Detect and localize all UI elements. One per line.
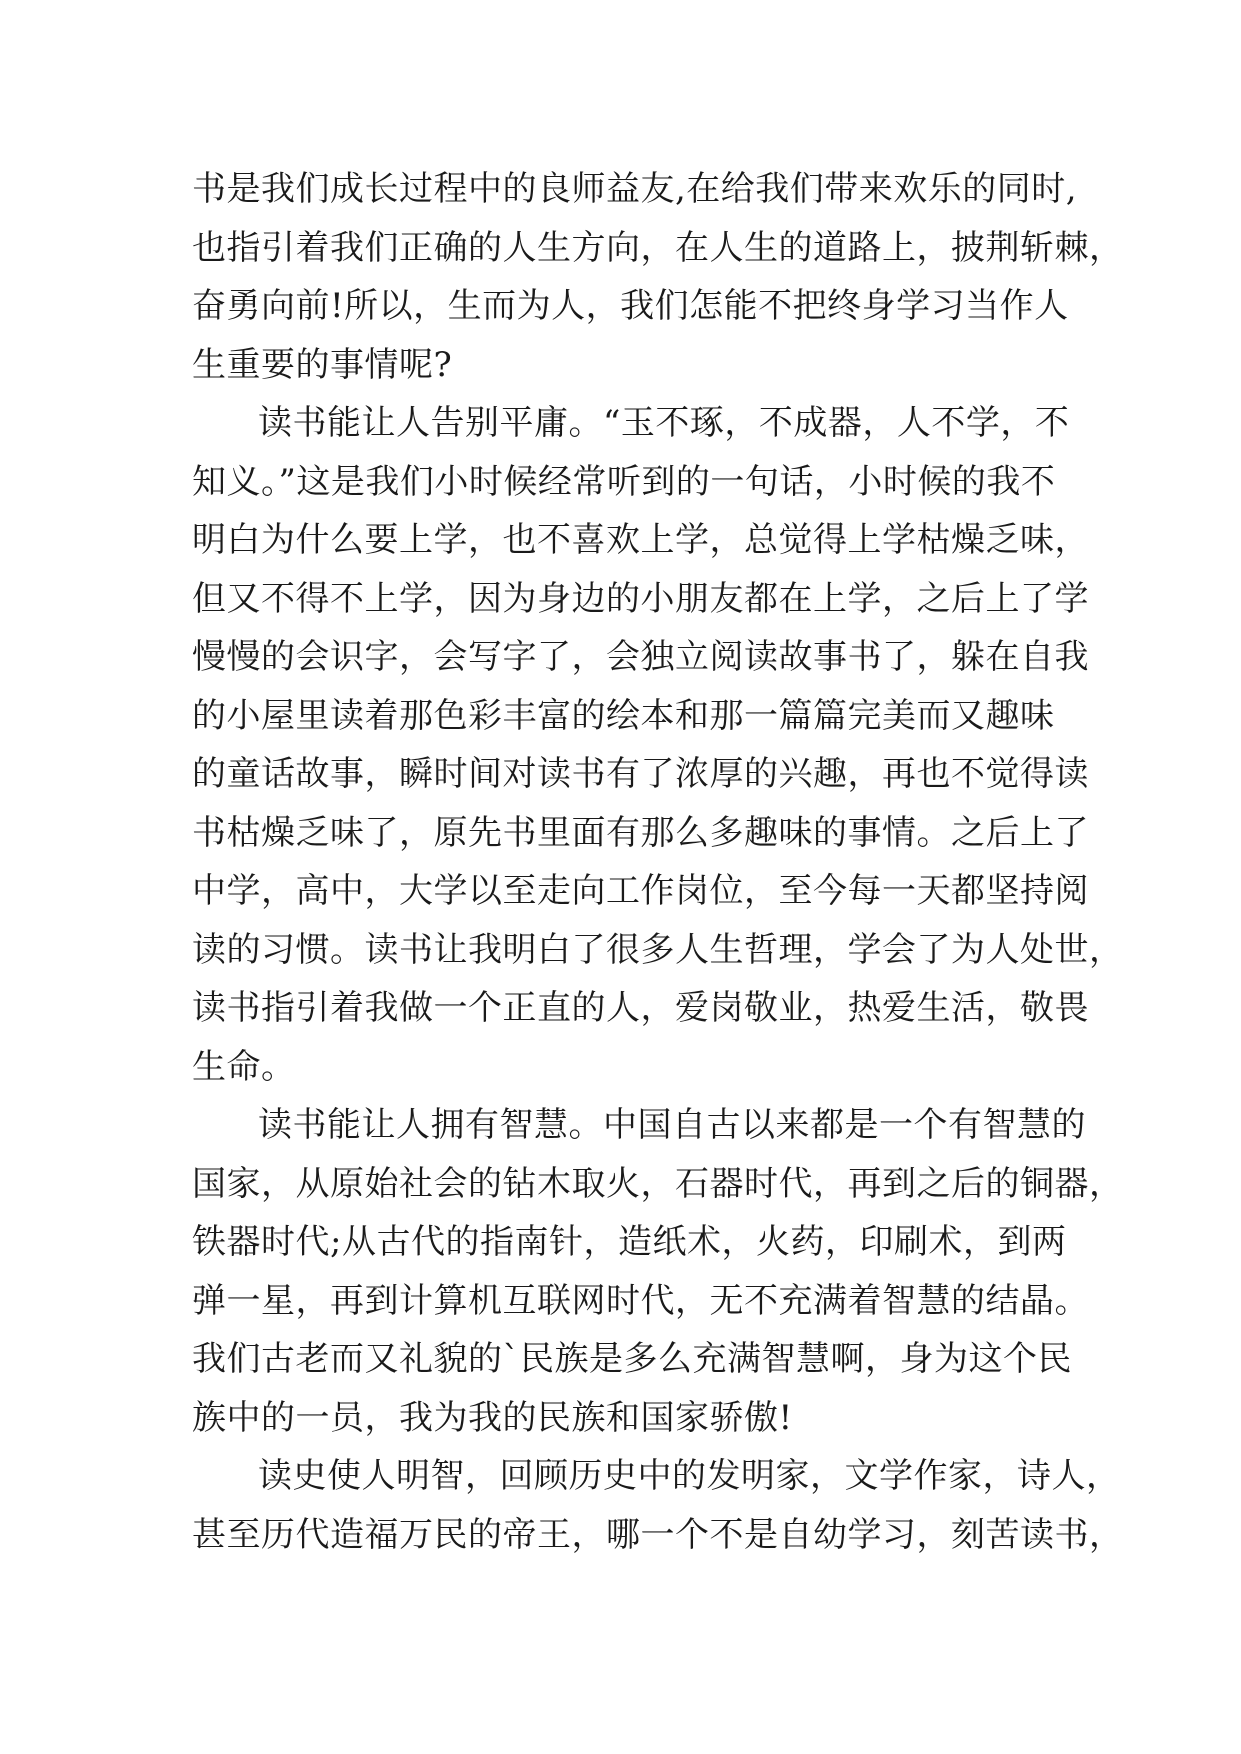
text-line: 读书指引着我做一个正直的人，爱岗敬业，热爱生活，敬畏 [192,988,1089,1028]
paragraph-first-line: 读书能让人告别平庸。“玉不琢，不成器，人不学，不 [258,403,1070,443]
text-line: 国家，从原始社会的钻木取火，石器时代，再到之后的铜器， [192,1163,1124,1204]
text-line: 明白为什么要上学，也不喜欢上学，总觉得上学枯燥乏味， [192,520,1089,560]
text-line: 慢慢的会识字，会写字了，会独立阅读故事书了，躲在自我 [192,637,1089,677]
text-line: 的童话故事，瞬时间对读书有了浓厚的兴趣，再也不觉得读 [192,754,1089,794]
text-line: 但又不得不上学，因为身边的小朋友都在上学，之后上了学 [192,578,1089,619]
text-line: 中学，高中，大学以至走向工作岗位，至今每一天都坚持阅 [192,871,1089,911]
text-line: 知义。”这是我们小时候经常听到的一句话，小时候的我不 [192,461,1056,502]
text-line: 生重要的事情呢? [192,344,453,385]
text-line: 奋勇向前!所以，生而为人，我们怎能不把终身学习当作人 [192,286,1069,326]
text-line: 甚至历代造福万民的帝王，哪一个不是自幼学习，刻苦读书， [192,1514,1124,1555]
text-line: 我们古老而又礼貌的`民族是多么充满智慧啊，身为这个民 [192,1339,1072,1379]
text-line: 族中的一员，我为我的民族和国家骄傲! [192,1397,793,1438]
paragraph-first-line: 读书能让人拥有智慧。中国自古以来都是一个有智慧的 [258,1105,1086,1145]
text-line: 生命。 [192,1046,296,1087]
text-line: 铁器时代;从古代的指南针，造纸术，火药，印刷术，到两 [192,1222,1067,1262]
text-line: 弹一星，再到计算机互联网时代，无不充满着智慧的结晶。 [192,1280,1089,1321]
text-line: 的小屋里读着那色彩丰富的绘本和那一篇篇完美而又趣味 [192,695,1055,736]
text-line: 读的习惯。读书让我明白了很多人生哲理，学会了为人处世， [192,929,1124,970]
body-text [192,160,1124,1564]
text-line: 书枯燥乏味了，原先书里面有那么多趣味的事情。之后上了 [192,812,1089,853]
text-line: 也指引着我们正确的人生方向，在人生的道路上，披荆斩棘， [192,227,1124,268]
text-line: 书是我们成长过程中的良师益友,在给我们带来欢乐的同时, [192,169,1078,209]
paragraph-first-line: 读史使人明智，回顾历史中的发明家，文学作家，诗人， [258,1456,1121,1496]
